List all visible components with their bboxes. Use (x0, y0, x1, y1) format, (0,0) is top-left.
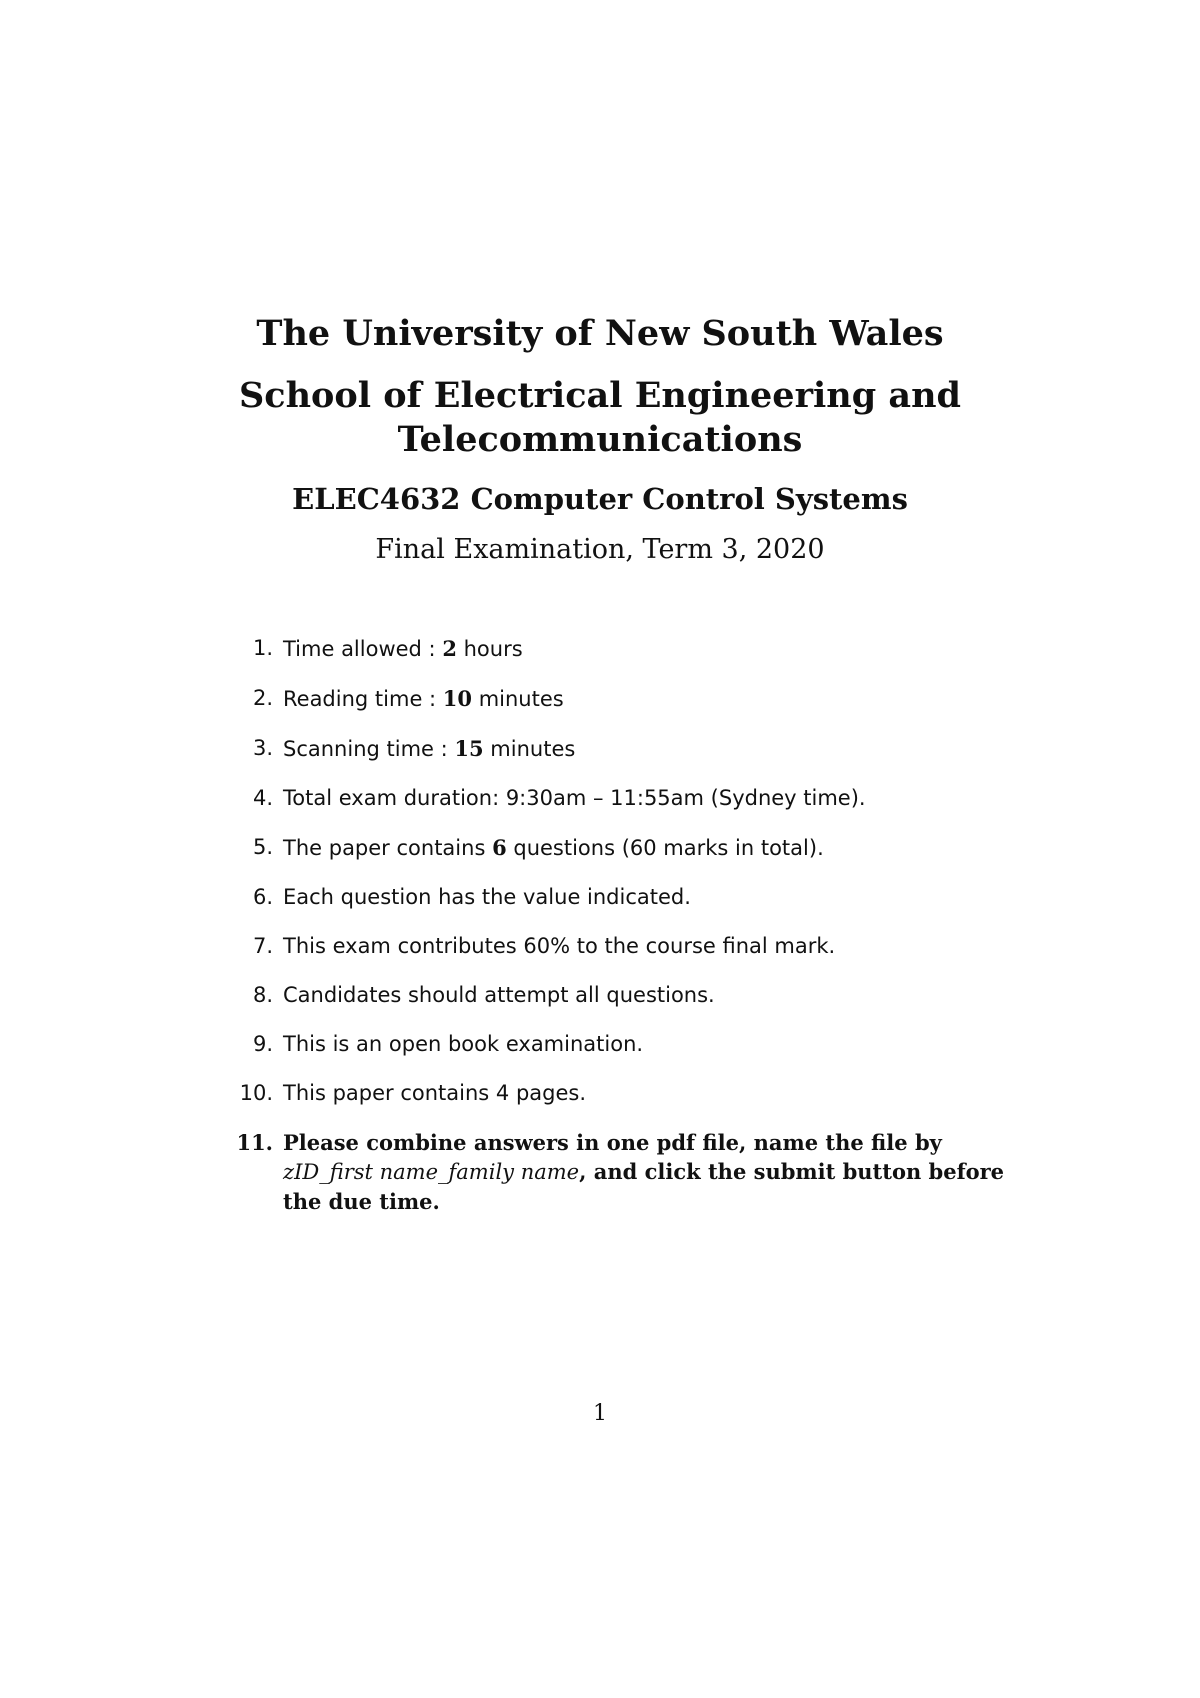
rule-text: The paper contains (283, 836, 493, 860)
rule-number: 1. (252, 636, 273, 660)
rule-value: 10 (442, 686, 473, 711)
rule-text: Scanning time : (283, 737, 455, 761)
rule-item-2 (230, 684, 1010, 714)
rule-item-5 (230, 833, 1010, 863)
rule-text: Each question has the value indicated. (283, 885, 691, 909)
rule-text: This exam contributes 60% to the course final mark. (283, 934, 836, 958)
course-title: ELEC4632 Computer Control Systems (292, 482, 908, 516)
exam-rules-list (230, 634, 1010, 1236)
filename-format: zID_first name_family name (283, 1160, 580, 1184)
page-number: 1 (593, 1401, 607, 1426)
rule-value: 6 (492, 835, 507, 860)
university-title: The University of New South Wales (256, 313, 944, 354)
rule-item-7 (230, 932, 1010, 961)
rule-item-10 (230, 1079, 1010, 1108)
rule-text: questions (60 marks in total). (506, 836, 824, 860)
rule-text: Candidates should attempt all questions. (283, 983, 715, 1007)
rule-text-bold: Please combine answers in one pdf file, name the file by (283, 1130, 942, 1155)
rule-text: This is an open book examination. (283, 1032, 644, 1056)
rule-text: hours (456, 637, 523, 661)
rule-text: minutes (483, 737, 576, 761)
rule-text-bold: , and click the submit button before the due time. (283, 1159, 1005, 1214)
school-title-line-2: Telecommunications (397, 419, 803, 460)
rule-item-1 (230, 634, 1010, 664)
rule-number: 10. (239, 1081, 273, 1105)
rule-number: 8. (252, 983, 273, 1007)
rule-value: 2 (442, 636, 457, 661)
school-title (0, 374, 1200, 462)
rule-number: 2. (252, 686, 273, 710)
rule-number: 9. (252, 1032, 273, 1056)
rule-item-11 (230, 1128, 1010, 1216)
rule-number: 3. (252, 736, 273, 760)
rule-item-8 (230, 981, 1010, 1010)
rule-item-3 (230, 734, 1010, 764)
rule-item-4 (230, 784, 1010, 813)
school-title-line-1: School of Electrical Engineering and (238, 375, 962, 416)
rule-item-9 (230, 1030, 1010, 1059)
rule-number: 4. (252, 786, 273, 810)
rule-number: 5. (252, 835, 273, 859)
rule-item-6 (230, 883, 1010, 912)
rule-number: 7. (252, 934, 273, 958)
exam-title: Final Examination, Term 3, 2020 (375, 534, 825, 565)
rule-text: This paper contains 4 pages. (283, 1081, 587, 1105)
rule-number: 11. (236, 1130, 273, 1155)
rule-number: 6. (252, 885, 273, 909)
rule-text: Reading time : (283, 687, 443, 711)
rule-text: Time allowed : (283, 637, 443, 661)
rule-value: 15 (454, 736, 484, 761)
rule-text: minutes (472, 687, 564, 711)
rule-text: Total exam duration: 9:30am – 11:55am (Sydney time). (283, 786, 866, 810)
